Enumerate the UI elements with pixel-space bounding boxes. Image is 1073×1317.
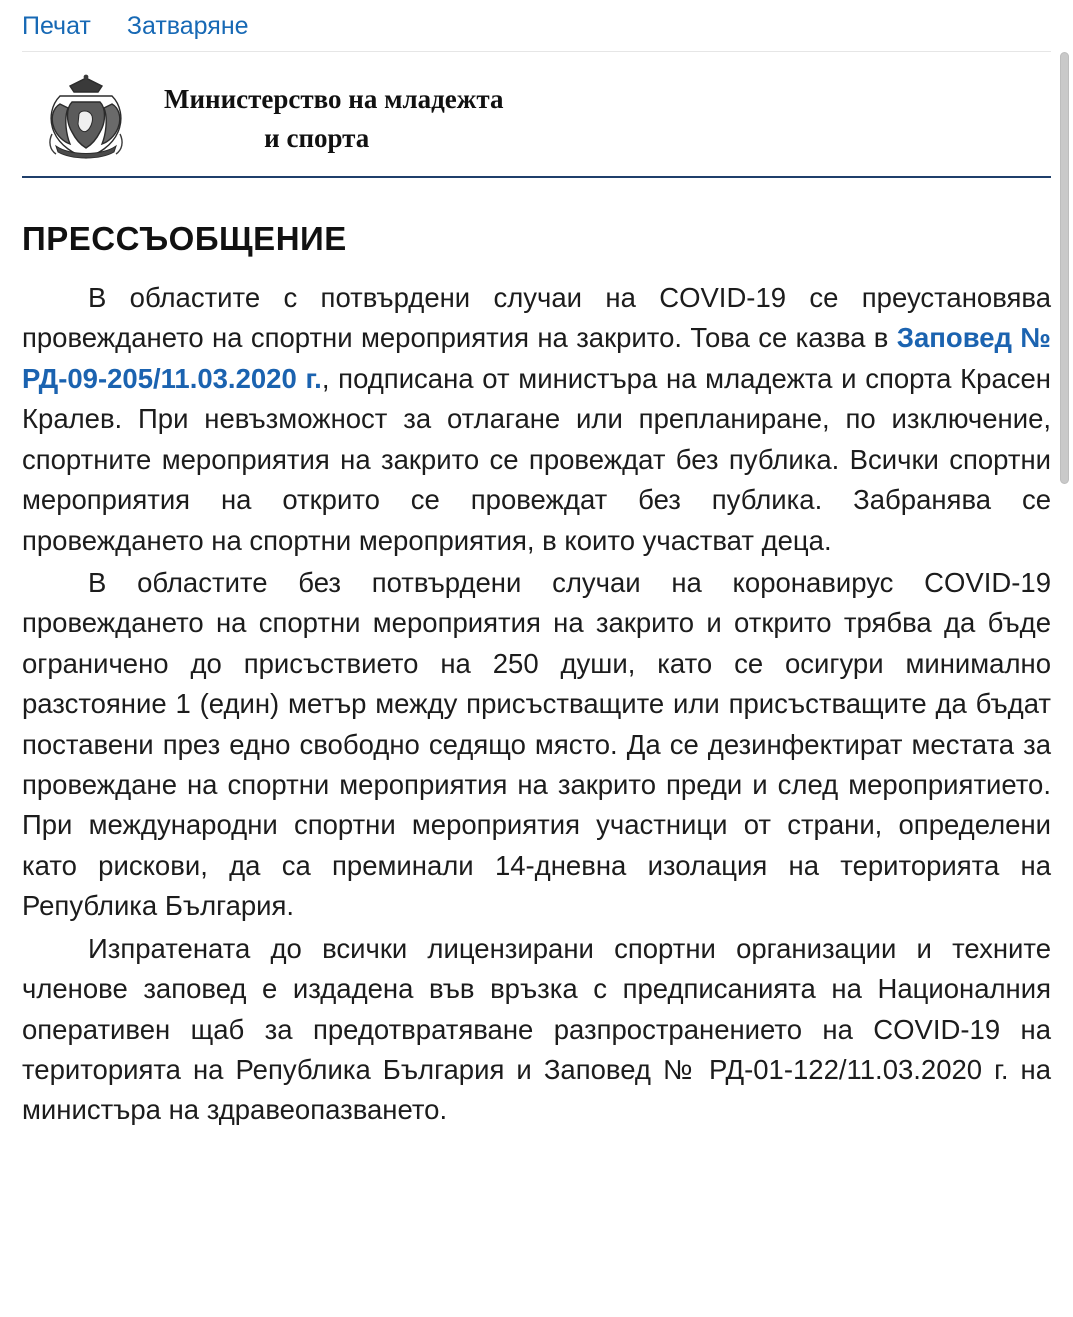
print-button[interactable]: Печат	[22, 12, 91, 40]
paragraph-2	[22, 563, 1051, 927]
action-bar	[0, 0, 1073, 51]
scrollbar-thumb[interactable]	[1060, 52, 1069, 484]
coat-of-arms-icon	[26, 74, 146, 160]
scrollbar[interactable]	[1059, 52, 1069, 1312]
ministry-title	[164, 74, 503, 158]
letterhead	[22, 52, 1051, 178]
paragraph-2-text: В областите без потвърдени случаи на коронавирус COVID-19 провеждането на спортни мероприятия на закрито и открито трябва да бъде ограничено до присъствието на 250 души, като се осигури минимално разстояние 1 (един) метър между присъстващите или присъстващите да бъдат поставени през едно свободно седящо място. Да се дезинфектират местата за провеждане на спортни мероприятия на закрито преди и след мероприятието. При международни спортни мероприятия участници от страни, определени като рискови, да са преминали 14-дневна изолация на територията на Република България.	[22, 566, 1051, 922]
paragraph-3-text: Изпратената до всички лицензирани спортни организации и техните членове заповед е издадена във връзка с предписанията на Националния оперативен щаб за предотвратяване разпространението на COVID-19 на територията на Република България и Заповед № РД-01-122/11.03.2020 г. на министъра на здравеопазването.	[22, 932, 1051, 1126]
ministry-title-line2: и спорта	[264, 123, 370, 154]
paragraph-1-text-after: , подписана от министъра на младежта и спорта Красен Кралев. При невъзможност за отлагане или препланиране, по изключение, спортните мероприятия на закрито се провеждат без публика. Всички спортни мероприятия на открито се провеждат без публика. Забранява се провеждането на спортни мероприятия, в които участват деца.	[22, 362, 1051, 556]
document-body	[22, 278, 1051, 1131]
paragraph-1-text-before: В областите с потвърдени случаи на COVID-19 се преустановява провеждането на спортни мероприятия на закрито. Това се казва в	[22, 282, 1051, 354]
page-title: ПРЕССЪОБЩЕНИЕ	[22, 220, 347, 257]
ministry-title-line1: Министерство на младежта	[164, 84, 504, 114]
close-button[interactable]: Затваряне	[126, 12, 249, 40]
paragraph-1	[22, 278, 1051, 561]
order-reference-link[interactable]: Заповед № РД-09-205/11.03.2020 г.	[22, 322, 1051, 394]
paragraph-3	[22, 929, 1051, 1131]
document-sheet	[22, 51, 1051, 1131]
